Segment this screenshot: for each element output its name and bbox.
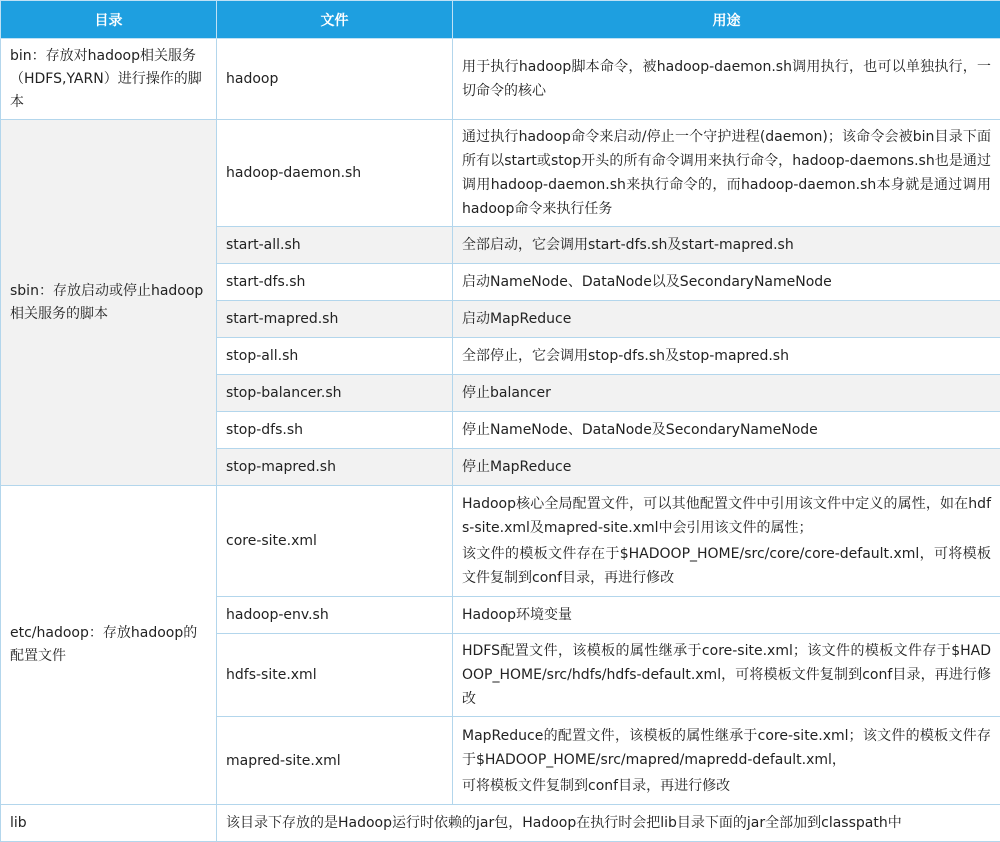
desc-cell <box>453 264 1000 301</box>
file-cell: hadoop-daemon.sh <box>217 120 453 227</box>
file-cell: hadoop-env.sh <box>217 597 453 634</box>
desc-cell <box>453 227 1000 264</box>
file-cell: stop-all.sh <box>217 338 453 375</box>
desc-paragraph: Hadoop环境变量 <box>462 603 991 627</box>
desc-paragraph: 停止balancer <box>462 381 991 405</box>
desc-paragraph: 全部停止，它会调用stop-dfs.sh及stop-mapred.sh <box>462 344 991 368</box>
desc-cell <box>453 338 1000 375</box>
desc-cell <box>453 449 1000 486</box>
desc-paragraph: HDFS配置文件，该模板的属性继承于core-site.xml；该文件的模板文件存于$HADOOP_HOME/src/hdfs/hdfs-default.xml，可将模板文件复制到conf目录，再进行修改 <box>462 639 991 711</box>
table-row <box>1 39 1000 120</box>
file-cell: stop-balancer.sh <box>217 375 453 412</box>
file-cell: hadoop <box>217 39 453 120</box>
dir-cell: lib <box>1 805 217 842</box>
file-cell: hdfs-site.xml <box>217 634 453 717</box>
table-body <box>1 39 1000 842</box>
desc-paragraph: Hadoop核心全局配置文件，可以其他配置文件中引用该文件中定义的属性，如在hdfs-site.xml及mapred-site.xml中会引用该文件的属性； <box>462 492 991 540</box>
desc-cell <box>453 120 1000 227</box>
file-cell: start-all.sh <box>217 227 453 264</box>
header-use: 用途 <box>453 1 1000 39</box>
desc-paragraph: 停止NameNode、DataNode及SecondaryNameNode <box>462 418 991 442</box>
desc-cell <box>453 597 1000 634</box>
file-cell: start-mapred.sh <box>217 301 453 338</box>
table-header-row <box>1 1 1000 39</box>
table-row <box>1 486 1000 597</box>
file-cell: stop-dfs.sh <box>217 412 453 449</box>
desc-paragraph: 用于执行hadoop脚本命令，被hadoop-daemon.sh调用执行，也可以单独执行，一切命令的核心 <box>462 55 991 103</box>
dir-cell: bin：存放对hadoop相关服务（HDFS,YARN）进行操作的脚本 <box>1 39 217 120</box>
desc-cell <box>453 412 1000 449</box>
desc-cell <box>453 486 1000 597</box>
desc-cell <box>453 717 1000 805</box>
table-row <box>1 805 1000 842</box>
file-cell: start-dfs.sh <box>217 264 453 301</box>
file-cell: core-site.xml <box>217 486 453 597</box>
span-desc-cell: 该目录下存放的是Hadoop运行时依赖的jar包，Hadoop在执行时会把lib目录下面的jar全部加到classpath中 <box>217 805 1000 842</box>
file-cell: stop-mapred.sh <box>217 449 453 486</box>
dir-cell: sbin：存放启动或停止hadoop相关服务的脚本 <box>1 120 217 486</box>
desc-paragraph: 启动NameNode、DataNode以及SecondaryNameNode <box>462 270 991 294</box>
dir-cell: etc/hadoop：存放hadoop的配置文件 <box>1 486 217 805</box>
desc-paragraph: 启动MapReduce <box>462 307 991 331</box>
desc-paragraph: 全部启动，它会调用start-dfs.sh及start-mapred.sh <box>462 233 991 257</box>
desc-paragraph: MapReduce的配置文件，该模板的属性继承于core-site.xml；该文件的模板文件存于$HADOOP_HOME/src/mapred/mapredd-default.xml， <box>462 724 991 772</box>
desc-cell <box>453 634 1000 717</box>
table-row <box>1 120 1000 227</box>
desc-paragraph: 可将模板文件复制到conf目录，再进行修改 <box>462 774 991 798</box>
desc-paragraph: 停止MapReduce <box>462 455 991 479</box>
desc-paragraph: 通过执行hadoop命令来启动/停止一个守护进程(daemon)；该命令会被bin目录下面所有以start或stop开头的所有命令调用来执行命令，hadoop-daemons.sh也是通过调用hadoop-daemon.sh来执行命令的，而hadoop-daemon.sh本身就是通过调用hadoop命令来执行任务 <box>462 125 991 221</box>
header-dir: 目录 <box>1 1 217 39</box>
desc-cell <box>453 375 1000 412</box>
header-file: 文件 <box>217 1 453 39</box>
desc-cell <box>453 39 1000 120</box>
file-cell: mapred-site.xml <box>217 717 453 805</box>
desc-cell <box>453 301 1000 338</box>
desc-paragraph: 该文件的模板文件存在于$HADOOP_HOME/src/core/core-default.xml，可将模板文件复制到conf目录，再进行修改 <box>462 542 991 590</box>
